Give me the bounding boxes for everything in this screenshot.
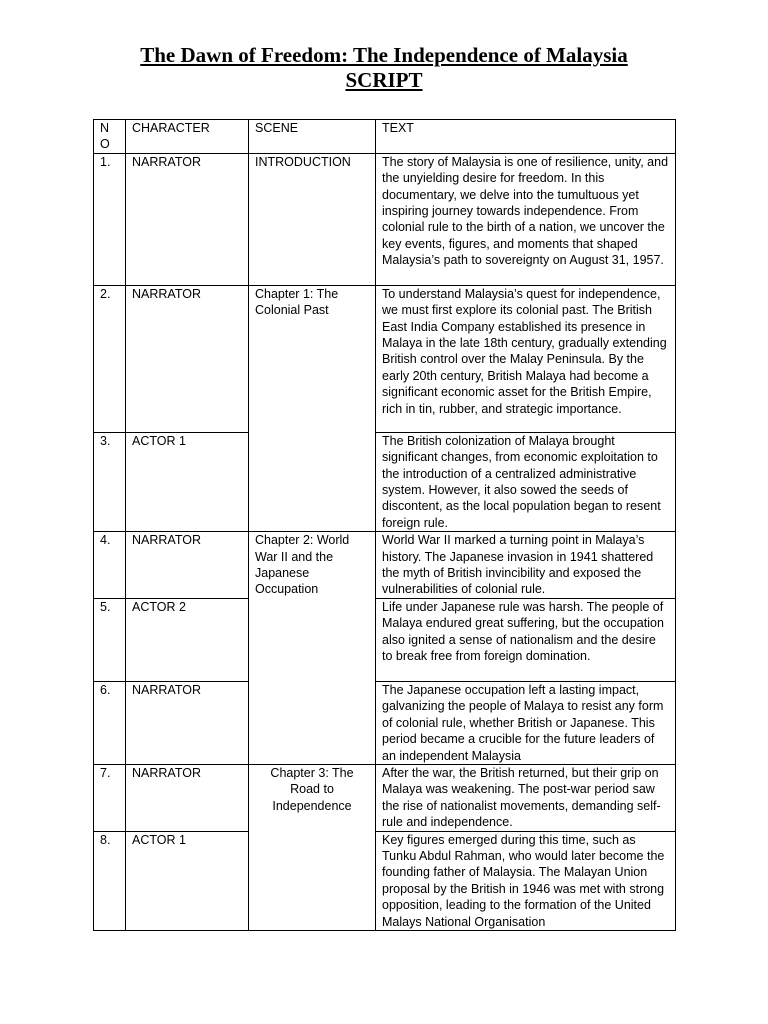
table-row xyxy=(94,432,676,531)
table-row xyxy=(94,285,676,432)
row-no: 2. xyxy=(94,285,126,432)
script-table xyxy=(93,119,676,931)
row-no: 8. xyxy=(94,831,126,930)
row-text: The British colonization of Malaya brought significant changes, from economic exploitation to the introduction of a centralized administrative system. However, it also sowed the seeds of discontent, as the local population began to resent foreign rule. xyxy=(376,432,676,531)
row-character: NARRATOR xyxy=(126,285,249,432)
row-character: NARRATOR xyxy=(126,764,249,831)
row-no: 7. xyxy=(94,764,126,831)
row-text: Life under Japanese rule was harsh. The people of Malaya endured great suffering, but the occupation also ignited a sense of nationalism and the desire to break free from foreign domination. xyxy=(376,598,676,681)
row-character: ACTOR 1 xyxy=(126,831,249,930)
header-character: CHARACTER xyxy=(126,120,249,154)
table-row xyxy=(94,764,676,831)
row-character: ACTOR 2 xyxy=(126,598,249,681)
row-text: The Japanese occupation left a lasting impact, galvanizing the people of Malaya to resist any form of colonial rule, whether British or Japanese. This period became a crucible for the future leaders of an independent Malaysia xyxy=(376,681,676,764)
row-text: To understand Malaysia’s quest for independence, we must first explore its colonial past. The British East India Company established its presence in Malaya in the late 18th century, gradually extending British control over the Malay Peninsula. By the early 20th century, British Malaya had become a significant economic asset for the British Empire, rich in tin, rubber, and strategic importance. xyxy=(376,285,676,432)
row-no: 1. xyxy=(94,153,126,285)
row-character: NARRATOR xyxy=(126,153,249,285)
document-title: The Dawn of Freedom: The Independence of Malaysia xyxy=(140,43,628,67)
row-text: Key figures emerged during this time, such as Tunku Abdul Rahman, who would later become the founding father of Malaysia. The Malayan Union proposal by the British in 1946 was met with strong opposition, leading to the formation of the United Malays National Organisation xyxy=(376,831,676,930)
table-row xyxy=(94,681,676,764)
row-scene: Chapter 2: World War II and the Japanese Occupation xyxy=(249,532,376,765)
table-row xyxy=(94,153,676,285)
row-text: World War II marked a turning point in Malaya’s history. The Japanese invasion in 1941 shattered the myth of British invincibility and exposed the vulnerabilities of colonial rule. xyxy=(376,532,676,599)
row-no: 6. xyxy=(94,681,126,764)
table-row xyxy=(94,831,676,930)
table-row xyxy=(94,598,676,681)
row-no: 5. xyxy=(94,598,126,681)
header-scene: SCENE xyxy=(249,120,376,154)
table-row xyxy=(94,532,676,599)
row-no: 3. xyxy=(94,432,126,531)
header-no: NO xyxy=(94,120,126,154)
row-scene: Chapter 3: The Road to Independence xyxy=(249,764,376,930)
row-character: NARRATOR xyxy=(126,681,249,764)
row-text: The story of Malaysia is one of resilience, unity, and the unyielding desire for freedom. In this documentary, we delve into the tumultuous yet inspiring journey towards independence. From colonial rule to the birth of a nation, we uncover the key events, figures, and moments that shaped Malaysia’s path to sovereignty on August 31, 1957. xyxy=(376,153,676,285)
table-header-row xyxy=(94,120,676,154)
document-subtitle: SCRIPT xyxy=(345,68,423,92)
row-no: 4. xyxy=(94,532,126,599)
row-character: NARRATOR xyxy=(126,532,249,599)
header-text: TEXT xyxy=(376,120,676,154)
row-character: ACTOR 1 xyxy=(126,432,249,531)
row-scene: INTRODUCTION xyxy=(249,153,376,285)
row-text: After the war, the British returned, but their grip on Malaya was weakening. The post-war period saw the rise of nationalist movements, demanding self-rule and independence. xyxy=(376,764,676,831)
row-scene: Chapter 1: The Colonial Past xyxy=(249,285,376,531)
